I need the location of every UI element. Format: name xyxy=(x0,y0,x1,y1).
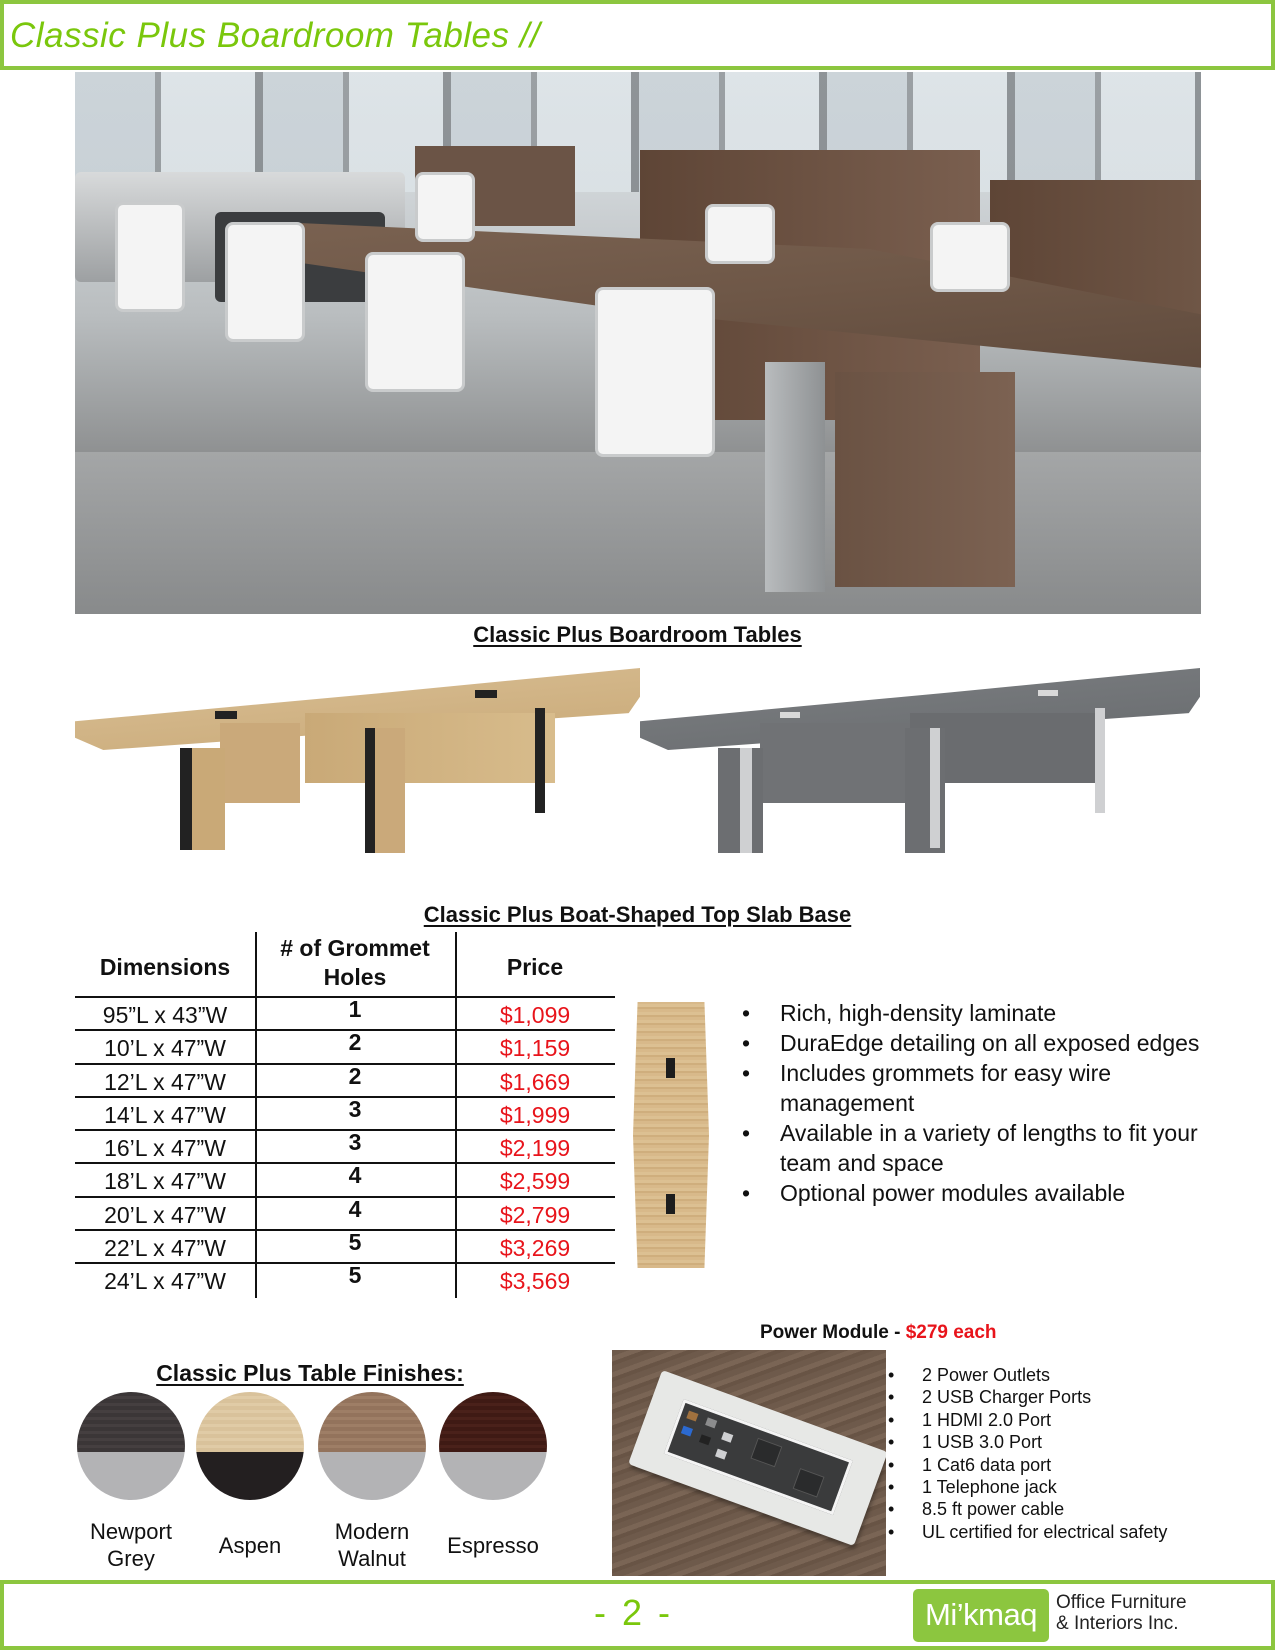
power-feature-item: • 1 Telephone jack xyxy=(888,1476,1188,1498)
finish-label-line: Grey xyxy=(107,1546,155,1571)
floor xyxy=(75,452,1201,614)
power-feature-item: • 8.5 ft power cable xyxy=(888,1498,1188,1520)
usb3-port-icon xyxy=(681,1426,693,1437)
finish-label-line: Newport xyxy=(90,1519,172,1544)
cell-grommets: 3 xyxy=(348,1095,362,1122)
power-feature-item: • 2 USB Charger Ports xyxy=(888,1386,1188,1408)
office-chair xyxy=(930,222,1010,292)
grommet xyxy=(215,711,237,719)
swatch-top xyxy=(318,1392,426,1452)
feature-item: • Includes grommets for easy wire management xyxy=(740,1058,1210,1118)
cell-price: $2,599 xyxy=(499,1168,571,1195)
product-render-aspen xyxy=(75,668,640,858)
finish-label-espresso xyxy=(428,1532,558,1559)
cat6-port-icon xyxy=(699,1434,711,1445)
hero-boardroom-photo xyxy=(75,72,1201,614)
leg-accent xyxy=(1095,708,1105,813)
cell-dimensions: 14’L x 47”W xyxy=(104,1101,226,1128)
table-row xyxy=(75,1196,615,1229)
finish-label-line: Espresso xyxy=(447,1533,539,1558)
swatch-espresso xyxy=(439,1392,547,1500)
hdmi-port-icon xyxy=(686,1411,698,1422)
feature-item: • DuraEdge detailing on all exposed edges xyxy=(740,1028,1210,1058)
swatch-top xyxy=(77,1392,185,1452)
cell-price: $1,669 xyxy=(499,1068,571,1095)
table-row xyxy=(75,1262,615,1295)
cell-dimensions: 10’L x 47”W xyxy=(104,1035,226,1062)
company-name-line: & Interiors Inc. xyxy=(1056,1613,1179,1634)
power-feature-item: • 1 USB 3.0 Port xyxy=(888,1431,1188,1453)
finish-label-newport-grey xyxy=(66,1518,196,1572)
cell-price: $1,159 xyxy=(499,1035,571,1062)
power-module-features xyxy=(888,1364,1188,1543)
cell-dimensions: 18’L x 47”W xyxy=(104,1168,226,1195)
swatch-top xyxy=(196,1392,304,1452)
table-row xyxy=(75,1229,615,1262)
cell-grommets: 5 xyxy=(348,1262,362,1289)
leg-accent xyxy=(740,748,752,853)
company-logo xyxy=(913,1589,1049,1642)
header-dimensions: Dimensions xyxy=(99,954,231,980)
pricing-section-title: Classic Plus Boat-Shaped Top Slab Base xyxy=(423,902,852,927)
swatch-bottom xyxy=(77,1452,185,1500)
finish-label-aspen xyxy=(185,1532,315,1559)
feature-item: • Available in a variety of lengths to fit your team and space xyxy=(740,1118,1210,1178)
cell-dimensions: 22’L x 47”W xyxy=(104,1235,226,1262)
finish-label-line: Modern xyxy=(334,1519,410,1544)
power-module-title: Power Module - $279 each xyxy=(760,1322,997,1343)
finish-label-line: Aspen xyxy=(218,1533,282,1558)
power-feature-item: • 1 Cat6 data port xyxy=(888,1454,1188,1476)
feature-item: • Rich, high-density laminate xyxy=(740,998,1210,1028)
swatch-bottom xyxy=(196,1452,304,1500)
office-chair xyxy=(365,252,465,392)
power-feature-item: • UL certified for electrical safety xyxy=(888,1521,1188,1543)
office-chair xyxy=(705,204,775,264)
cell-price: $2,199 xyxy=(499,1135,571,1162)
finish-label-modern-walnut xyxy=(307,1518,437,1572)
power-module-panel xyxy=(664,1399,853,1515)
office-chair xyxy=(225,222,305,342)
power-module-price: $279 each xyxy=(905,1322,997,1343)
office-chair xyxy=(115,202,185,312)
cell-grommets: 5 xyxy=(348,1229,362,1256)
grommet xyxy=(780,712,800,718)
cell-dimensions: 16’L x 47”W xyxy=(104,1135,226,1162)
cell-dimensions: 95”L x 43”W xyxy=(102,1002,228,1028)
cell-price: $2,799 xyxy=(499,1201,571,1228)
header-grommets: # of Grommet Holes xyxy=(280,935,430,990)
table-row xyxy=(75,996,615,1029)
table-row xyxy=(75,1029,615,1062)
leg-accent xyxy=(930,728,940,848)
company-name-line: Office Furniture xyxy=(1056,1592,1187,1613)
table-row xyxy=(75,1096,615,1129)
table-slab-base xyxy=(835,372,1015,587)
cell-grommets: 4 xyxy=(348,1195,362,1222)
leg-accent xyxy=(180,748,192,850)
cell-dimensions: 12’L x 47”W xyxy=(104,1068,226,1095)
cell-grommets: 2 xyxy=(348,1029,362,1056)
power-outlet-icon xyxy=(793,1468,825,1498)
finish-label-line: Walnut xyxy=(338,1546,406,1571)
page-title: Classic Plus Boardroom Tables // xyxy=(10,16,541,55)
power-outlet-icon xyxy=(750,1438,782,1468)
table-header xyxy=(75,932,615,996)
product-render-newport-grey xyxy=(640,668,1200,858)
table-row xyxy=(75,1162,615,1195)
swatch-bottom xyxy=(318,1452,426,1500)
telephone-jack-icon xyxy=(705,1417,717,1428)
cell-price: $1,999 xyxy=(499,1101,571,1128)
cell-price: $3,569 xyxy=(499,1268,571,1295)
page-number: - 2 - xyxy=(594,1592,674,1633)
cell-price: $1,099 xyxy=(499,1002,571,1028)
header-price: Price xyxy=(506,954,564,980)
power-module-photo xyxy=(612,1350,886,1576)
cell-grommets: 3 xyxy=(348,1129,362,1156)
company-name xyxy=(1056,1592,1187,1634)
table-leg-metal xyxy=(765,362,825,592)
cell-dimensions: 24’L x 47”W xyxy=(104,1268,226,1295)
cell-grommets: 4 xyxy=(348,1162,362,1189)
cell-grommets: 1 xyxy=(348,996,362,1022)
grommet xyxy=(1038,690,1058,696)
swatch-top xyxy=(439,1392,547,1452)
leg-accent xyxy=(535,708,545,813)
boat-top-diagram xyxy=(633,1002,709,1268)
feature-list xyxy=(740,998,1210,1208)
hero-caption: Classic Plus Boardroom Tables xyxy=(473,622,802,647)
table-row xyxy=(75,1063,615,1096)
office-chair xyxy=(595,287,715,457)
cell-price: $3,269 xyxy=(499,1235,571,1262)
power-module-plate xyxy=(628,1370,886,1546)
modesty-panel xyxy=(760,723,910,803)
modesty-panel xyxy=(305,713,555,783)
table-row xyxy=(75,1129,615,1162)
cell-dimensions: 20’L x 47”W xyxy=(104,1201,226,1228)
grommet-icon xyxy=(666,1194,675,1214)
swatch-bottom xyxy=(439,1452,547,1500)
slab-panel xyxy=(220,723,300,803)
logo-wordmark: Mi’kmaq xyxy=(925,1597,1037,1632)
usb-charger-icon xyxy=(715,1449,727,1460)
power-feature-item: • 2 Power Outlets xyxy=(888,1364,1188,1386)
usb-charger-icon xyxy=(721,1432,733,1443)
swatch-newport-grey xyxy=(77,1392,185,1500)
leg-accent xyxy=(365,728,375,853)
power-feature-item: • 1 HDMI 2.0 Port xyxy=(888,1409,1188,1431)
office-chair xyxy=(415,172,475,242)
cell-grommets: 2 xyxy=(348,1062,362,1089)
grommet-icon xyxy=(666,1058,675,1078)
swatch-modern-walnut xyxy=(318,1392,426,1500)
feature-item: • Optional power modules available xyxy=(740,1178,1210,1208)
pricing-table xyxy=(75,932,615,1296)
finishes-title: Classic Plus Table Finishes: xyxy=(156,1360,464,1386)
grommet xyxy=(475,690,497,698)
swatch-aspen xyxy=(196,1392,304,1500)
